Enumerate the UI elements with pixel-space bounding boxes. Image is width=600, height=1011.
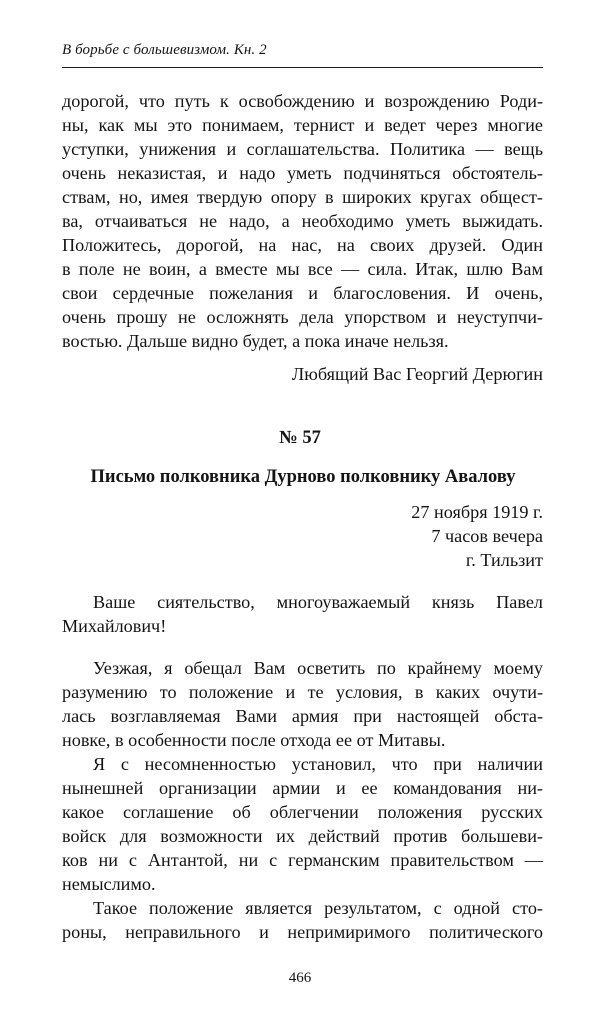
salutation-line: Михайлович! — [62, 616, 167, 636]
text-line: очень прошу не осложнять дела упорством и неуступчи- — [62, 307, 543, 327]
text-line: ствам, но, имея твердую опору в широких кругах общест- — [62, 187, 543, 207]
text-line: ны, как мы это понимаем, тернист и ведет через многие — [62, 115, 543, 135]
text-line: уступки, унижения и соглашательства. Политика — вещь — [62, 139, 543, 159]
text-line: востью. Дальше видно будет, а пока иначе нельзя. — [62, 331, 449, 351]
paragraph-line: Такое положение является результатом, с одной сто- — [93, 898, 543, 918]
paragraph-line: новке, в особенности после отхода ее от Митавы. — [62, 730, 446, 750]
header-rule — [62, 67, 543, 68]
text-line: свои сердечные пожелания и благословения. И очень, — [62, 283, 543, 303]
paragraph-line: Уезжая, я обещал Вам осветить по крайнему моему — [93, 658, 543, 678]
signature: Любящий Вас Георгий Дерюгин — [291, 364, 543, 384]
page-number: 466 — [288, 970, 312, 986]
paragraph-line: какое соглашение об облегчении положения русских — [62, 802, 543, 822]
text-line: в поле не воин, а вместе мы все — сила. Итак, шлю Вам — [62, 259, 543, 279]
paragraph-line: роны, неправильного и непримиримого политического — [62, 922, 543, 942]
document-number: № 57 — [279, 428, 321, 448]
paragraph-line: ков ни с Антантой, ни с германским правительством — — [62, 850, 543, 870]
running-head: В борьбе с большевизмом. Кн. 2 — [62, 42, 267, 58]
text-line: дорогой, что путь к освобождению и возрождению Роди- — [62, 91, 543, 111]
paragraph-line: разумению то положение и те условия, в каких очути- — [62, 682, 543, 702]
paragraph-line: Я с несомненностью установил, что при наличии — [93, 754, 543, 774]
document-date: 27 ноября 1919 г. — [411, 502, 543, 522]
document-title: Письмо полковника Дурново полковнику Авалову — [90, 467, 516, 487]
paragraph-line: немыслимо. — [62, 874, 156, 894]
document-place: г. Тильзит — [465, 550, 543, 570]
text-line: очень неказистая, и надо уметь подчиняться обстоятель- — [62, 163, 543, 183]
paragraph-line: лась возглавляемая Вами армия при настоящей обста- — [62, 706, 543, 726]
text-line: ва, отчаиваться не надо, а необходимо уметь выжидать. — [62, 211, 543, 231]
paragraph-line: войск для возможности их действий против большеви- — [62, 826, 543, 846]
paragraph-line: нынешней организации армии и ее командования ни- — [62, 778, 543, 798]
text-line: Положитесь, дорогой, на нас, на своих друзей. Один — [62, 235, 543, 255]
salutation-line: Ваше сиятельство, многоуважаемый князь Павел — [93, 592, 543, 612]
document-time: 7 часов вечера — [431, 526, 543, 546]
